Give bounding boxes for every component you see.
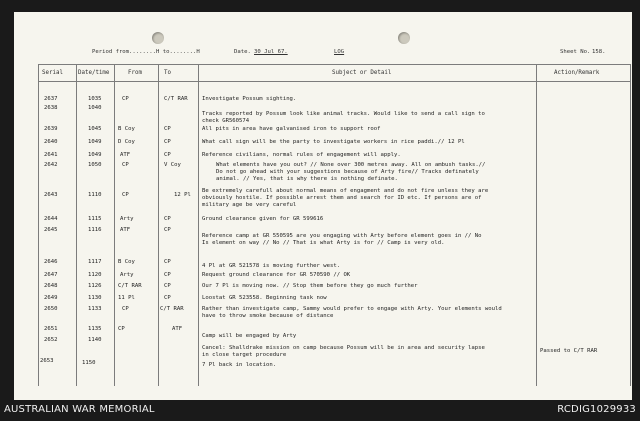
serial-cell: 2641 <box>44 152 58 158</box>
to-cell: ATF <box>172 326 183 332</box>
serial-cell: 2642 <box>44 162 58 168</box>
subject-line: Camp will be engaged by Arty <box>202 333 297 339</box>
date-value: 30 Jul 67. <box>254 49 288 55</box>
from-cell: CP <box>118 326 125 332</box>
serial-cell: 2653 <box>40 358 54 364</box>
document-page <box>14 12 632 400</box>
time-cell: 1116 <box>88 227 102 233</box>
time-cell: 1150 <box>82 360 96 366</box>
subject-line: Investigate Possum sighting. <box>202 96 297 102</box>
time-cell: 1135 <box>88 326 102 332</box>
to-cell: CP <box>164 152 171 158</box>
subject-line: Request ground clearance for GR 570590 // OK <box>202 272 351 278</box>
time-cell: 1040 <box>88 105 102 111</box>
table-top-rule <box>38 64 630 65</box>
serial-cell: 2651 <box>44 326 58 332</box>
to-cell: V Coy <box>164 162 181 168</box>
to-cell: CP <box>164 259 171 265</box>
punch-hole <box>398 32 410 44</box>
subject-line: What call sign will be the party to investigate workers in rice paddi.// 12 Pl <box>202 139 465 145</box>
from-cell: ATF <box>120 227 131 233</box>
subject-line: Is element on way // No // That is what Arty is for // Camp is very old. <box>202 240 445 246</box>
from-cell: CP <box>122 96 129 102</box>
subject-line: Cancel: Shalldrake mission on camp because Possum will be in area and security lapse <box>202 345 485 351</box>
subject-line: Ground clearance given for GR 599616 <box>202 216 324 222</box>
to-cell: CP <box>164 283 171 289</box>
serial-cell: 2649 <box>44 295 58 301</box>
subject-line: Do not go ahead with your suggestions because of Arty fire// Tracks definately <box>216 169 479 175</box>
to-cell: CP <box>164 126 171 132</box>
subject-line: What elements have you out? // None over 300 metres away. All on ambush tasks.// <box>216 162 486 168</box>
column-rule <box>158 64 159 386</box>
subject-line: obviously hostile. If possible arrest them and search for ID etc. If persons are of <box>202 195 482 201</box>
from-cell: CP <box>122 162 129 168</box>
to-cell: CP <box>164 216 171 222</box>
subject-line: Be extremely carefull about normal means of engagment and do not fire unless they are <box>202 188 489 194</box>
column-rule <box>38 64 39 386</box>
time-cell: 1110 <box>88 192 102 198</box>
table-header-rule <box>38 81 630 82</box>
subject-line: All pits in area have galvanised iron to support roof <box>202 126 381 132</box>
time-cell: 1049 <box>88 152 102 158</box>
subject-line: check GR560574 <box>202 118 250 124</box>
column-rule <box>76 64 77 386</box>
time-cell: 1115 <box>88 216 102 222</box>
serial-cell: 2644 <box>44 216 58 222</box>
catalog-id: RCDIG1029933 <box>557 404 636 415</box>
sheet-label: Sheet No. <box>560 49 591 55</box>
time-cell: 1117 <box>88 259 102 265</box>
from-cell: CP <box>122 192 129 198</box>
column-header-serial: Serial <box>42 70 63 76</box>
serial-cell: 2640 <box>44 139 58 145</box>
serial-cell: 2648 <box>44 283 58 289</box>
subject-line: Reference camp at GR 550595 are you engaging with Arty before element goes in // No <box>202 233 482 239</box>
serial-cell: 2646 <box>44 259 58 265</box>
subject-line: have to throw smoke because of distance <box>202 313 334 319</box>
log-title: LOG <box>334 49 345 55</box>
serial-cell: 2652 <box>44 337 58 343</box>
serial-cell: 2645 <box>44 227 58 233</box>
time-cell: 1133 <box>88 306 102 312</box>
time-cell: 1049 <box>88 139 102 145</box>
subject-line: 4 Pl at GR 521578 is moving further west. <box>202 263 341 269</box>
to-cell: CP <box>164 272 171 278</box>
column-header-from: From <box>128 70 142 76</box>
from-cell: C/T RAR <box>118 283 142 289</box>
sheet-value: 158. <box>592 49 606 55</box>
subject-line: Tracks reported by Possum look like animal tracks. Would like to send a call sign to <box>202 111 485 117</box>
from-cell: D Coy <box>118 139 135 145</box>
date-label: Date. <box>234 49 251 55</box>
from-cell: B Coy <box>118 126 135 132</box>
from-cell: ATF <box>120 152 131 158</box>
serial-cell: 2643 <box>44 192 58 198</box>
time-cell: 1120 <box>88 272 102 278</box>
subject-line: Reference civilians, normal rules of engagement will apply. <box>202 152 401 158</box>
from-cell: B Coy <box>118 259 135 265</box>
column-header-to: To <box>164 70 171 76</box>
serial-cell: 2638 <box>44 105 58 111</box>
column-header-action: Action/Remark <box>554 70 600 76</box>
serial-cell: 2650 <box>44 306 58 312</box>
serial-cell: 2637 <box>44 96 58 102</box>
subject-line: military age be very careful <box>202 202 297 208</box>
subject-line: animal. // Yes, that is why there is nothing definate. <box>216 176 398 182</box>
column-rule <box>536 64 537 386</box>
punch-hole <box>152 32 164 44</box>
to-cell: CP <box>164 295 171 301</box>
serial-cell: 2639 <box>44 126 58 132</box>
from-cell: 11 Pl <box>118 295 135 301</box>
institution-credit: AUSTRALIAN WAR MEMORIAL <box>4 404 155 415</box>
to-cell: CP <box>164 227 171 233</box>
time-cell: 1130 <box>88 295 102 301</box>
column-rule <box>114 64 115 386</box>
subject-line: 7 Pl back in location. <box>202 362 277 368</box>
action-cell: Passed to C/T RAR <box>540 348 598 354</box>
time-cell: 1035 <box>88 96 102 102</box>
time-cell: 1045 <box>88 126 102 132</box>
from-cell: Arty <box>120 216 134 222</box>
to-cell: CP <box>164 139 171 145</box>
time-cell: 1140 <box>88 337 102 343</box>
serial-cell: 2647 <box>44 272 58 278</box>
column-header-datetime: Date/time <box>78 70 110 76</box>
subject-line: Loostat GR 523558. Beginning task now <box>202 295 327 301</box>
column-rule <box>630 64 631 386</box>
to-cell: 12 Pl <box>174 192 191 198</box>
column-rule <box>198 64 199 386</box>
from-cell: Arty <box>120 272 134 278</box>
subject-line: Rather than investigate camp, Sammy would prefer to engage with Arty. Your elements would <box>202 306 502 312</box>
period-from-label: Period from........H to........H <box>92 49 200 55</box>
to-cell: C/T RAR <box>160 306 184 312</box>
to-cell: C/T RAR <box>164 96 188 102</box>
time-cell: 1126 <box>88 283 102 289</box>
column-header-subject: Subject or Detail <box>332 70 392 76</box>
time-cell: 1050 <box>88 162 102 168</box>
subject-line: Our 7 Pl is moving now. // Stop them before they go much further <box>202 283 418 289</box>
from-cell: CP <box>122 306 129 312</box>
subject-line: in close target procedure <box>202 352 287 358</box>
